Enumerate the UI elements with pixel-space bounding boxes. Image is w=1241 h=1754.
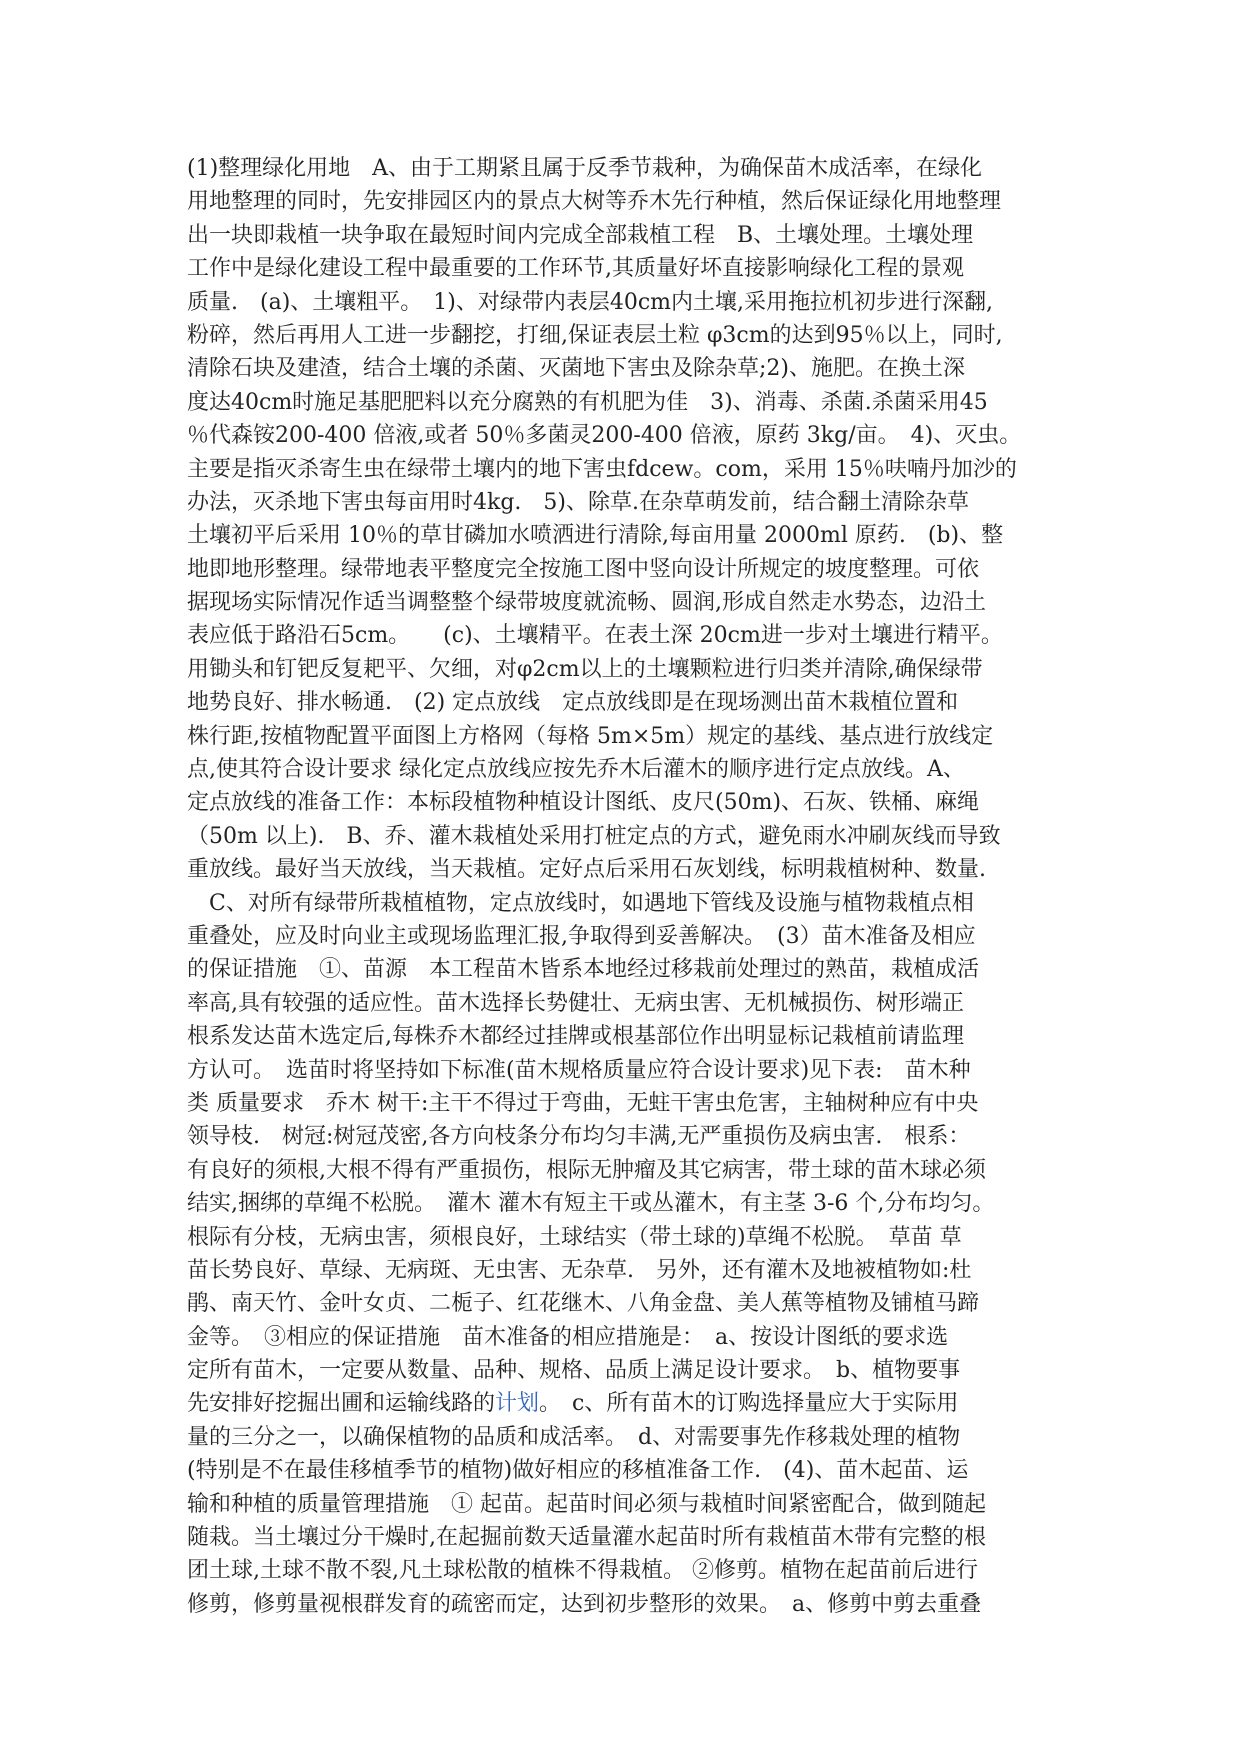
text-line: 度达40cm时施足基肥肥料以充分腐熟的有机肥为佳 3)、消毒、杀菌.杀菌采用45 — [187, 389, 988, 415]
text-line: 据现场实际情况作适当调整整个绿带坡度就流畅、圆润,形成自然走水势态，边沿土 — [187, 590, 986, 616]
text-line: 重叠处，应及时向业主或现场监理汇报,争取得到妥善解决。 (3）苗木准备及相应 — [187, 923, 976, 949]
text-line: 的保证措施 ①、苗源 本工程苗木皆系本地经过移栽前处理过的熟苗，栽植成活 — [187, 957, 980, 983]
text-line: 粉碎，然后再用人工进一步翻挖，打细,保证表层土粒 φ3cm的达到95％以上，同时, — [187, 322, 1003, 348]
text-line-with-link — [187, 1387, 1055, 1420]
text-line: 用地整理的同时，先安排园区内的景点大树等乔木先行种植，然后保证绿化用地整理 — [187, 189, 1002, 215]
text-line: 鹃、南天竹、金叶女贞、二栀子、红花继木、八角金盘、美人蕉等植物及铺植马蹄 — [187, 1291, 980, 1317]
text-line: 类 质量要求 乔木 树干:主干不得过于弯曲，无蛀干害虫危害，主轴树种应有中央 — [187, 1090, 979, 1116]
text-line: (1)整理绿化用地 A、由于工期紧且属于反季节栽种，为确保苗木成活率，在绿化 — [187, 156, 983, 181]
text-line: 土壤初平后采用 10％的草甘磷加水喷洒进行清除,每亩用量 2000ml 原药. (b)、整 — [187, 523, 1004, 549]
text-line: ％代森铵200-400 倍液,或者 50％多菌灵200-400 倍液，原药 3kg/亩。 4)、灭虫。 — [187, 423, 1022, 449]
text-line: C、对所有绿带所栽植植物，定点放线时，如遇地下管线及设施与植物栽植点相 — [187, 890, 974, 916]
text-line: 主要是指灭杀寄生虫在绿带土壤内的地下害虫fdcew。com，采用 15％呋喃丹加沙的 — [187, 456, 1017, 482]
text-line: 方认可。 选苗时将坚持如下标准(苗木规格质量应符合设计要求)见下表: 苗木种 — [187, 1057, 971, 1083]
text-line: 用锄头和钉钯反复耙平、欠细，对φ2cm以上的土壤颗粒进行归类并清除,确保绿带 — [187, 656, 983, 682]
text-line: 修剪，修剪量视根群发育的疏密而定，达到初步整形的效果。 a、修剪中剪去重叠 — [187, 1591, 982, 1617]
text-line: 定所有苗木，一定要从数量、品种、规格、品质上满足设计要求。 b、植物要事 — [187, 1358, 961, 1384]
text-line: （50m 以上). B、乔、灌木栽植处采用打桩定点的方式，避免雨水冲刷灰线而导致 — [187, 823, 1001, 849]
text-line: 苗长势良好、草绿、无病斑、无虫害、无杂草. 另外，还有灌木及地被植物如:杜 — [187, 1257, 972, 1283]
text-line: 量的三分之一，以确保植物的品质和成活率。 d、对需要事先作移栽处理的植物 — [187, 1424, 961, 1450]
text-line: 地势良好、排水畅通. (2) 定点放线 定点放线即是在现场测出苗木栽植位置和 — [187, 690, 959, 716]
text-line: 点,使其符合设计要求 绿化定点放线应按先乔木后灌木的顺序进行定点放线。A、 — [187, 757, 965, 783]
text-line: 清除石块及建渣，结合土壤的杀菌、灭菌地下害虫及除杂草;2)、施肥。在换土深 — [187, 356, 965, 382]
text-line: 地即地形整理。绿带地表平整度完全按施工图中竖向设计所规定的坡度整理。可依 — [187, 556, 980, 582]
text-line: 团土球,土球不散不裂,凡土球松散的植株不得栽植。 ②修剪。植物在起苗前后进行 — [187, 1558, 978, 1584]
text-line: 率高,具有较强的适应性。苗木选择长势健壮、无病虫害、无机械损伤、树形端正 — [187, 990, 964, 1016]
text-line: 办法，灭杀地下害虫每亩用时4kg. 5)、除草.在杂草萌发前，结合翻土清除杂草 — [187, 489, 969, 515]
text-line: 有良好的须根,大根不得有严重损伤，根际无肿瘤及其它病害，带土球的苗木球必须 — [187, 1157, 986, 1183]
link-line-before: 先安排好挖掘出圃和运输线路的 — [187, 1391, 496, 1417]
text-line: 株行距,按植物配置平面图上方格网（每格 5m×5m）规定的基线、基点进行放线定 — [187, 723, 994, 749]
text-line: 出一块即栽植一块争取在最短时间内完成全部栽植工程 B、土壤处理。土壤处理 — [187, 222, 974, 248]
text-line: 输和种植的质量管理措施 ① 起苗。起苗时间必须与栽植时间紧密配合，做到随起 — [187, 1491, 986, 1517]
plan-link[interactable]: 计划 — [495, 1391, 540, 1417]
link-line-after: 。 c、所有苗木的订购选择量应大于实际用 — [539, 1391, 959, 1417]
text-line: 金等。 ③相应的保证措施 苗木准备的相应措施是： a、按设计图纸的要求选 — [187, 1324, 949, 1350]
text-line: 随栽。当土壤过分干燥时,在起掘前数天适量灌水起苗时所有栽植苗木带有完整的根 — [187, 1525, 986, 1551]
text-line: (特别是不在最佳移植季节的植物)做好相应的移植准备工作. (4)、苗木起苗、运 — [187, 1458, 969, 1484]
body-text — [187, 152, 1055, 1621]
text-line: 结实,捆绑的草绳不松脱。 灌木 灌木有短主干或丛灌木，有主茎 3-6 个,分布均匀。 — [187, 1191, 995, 1217]
text-line: 领导枝. 树冠:树冠茂密,各方向枝条分布均匀丰满,无严重损伤及病虫害. 根系： — [187, 1124, 971, 1150]
text-line: 定点放线的准备工作：本标段植物种植设计图纸、皮尺(50m)、石灰、铁桶、麻绳 — [187, 790, 980, 816]
text-line: 表应低于路沿石5cm。 (c)、土壤精平。在表土深 20cm进一步对土壤进行精平。 — [187, 623, 1003, 649]
text-line: 根系发达苗木选定后,每株乔木都经过挂牌或根基部位作出明显标记栽植前请监理 — [187, 1024, 964, 1050]
text-line: 重放线。最好当天放线，当天栽植。定好点后采用石灰划线，标明栽植树种、数量. — [187, 857, 986, 883]
text-line: 根际有分枝，无病虫害，须根良好，土球结实（带土球的)草绳不松脱。 草苗 草 — [187, 1224, 962, 1250]
text-line: 工作中是绿化建设工程中最重要的工作环节,其质量好坏直接影响绿化工程的景观 — [187, 256, 964, 282]
text-line: 质量. (a)、土壤粗平。 1)、对绿带内表层40cm内土壤,采用拖拉机初步进行深翻, — [187, 289, 994, 315]
